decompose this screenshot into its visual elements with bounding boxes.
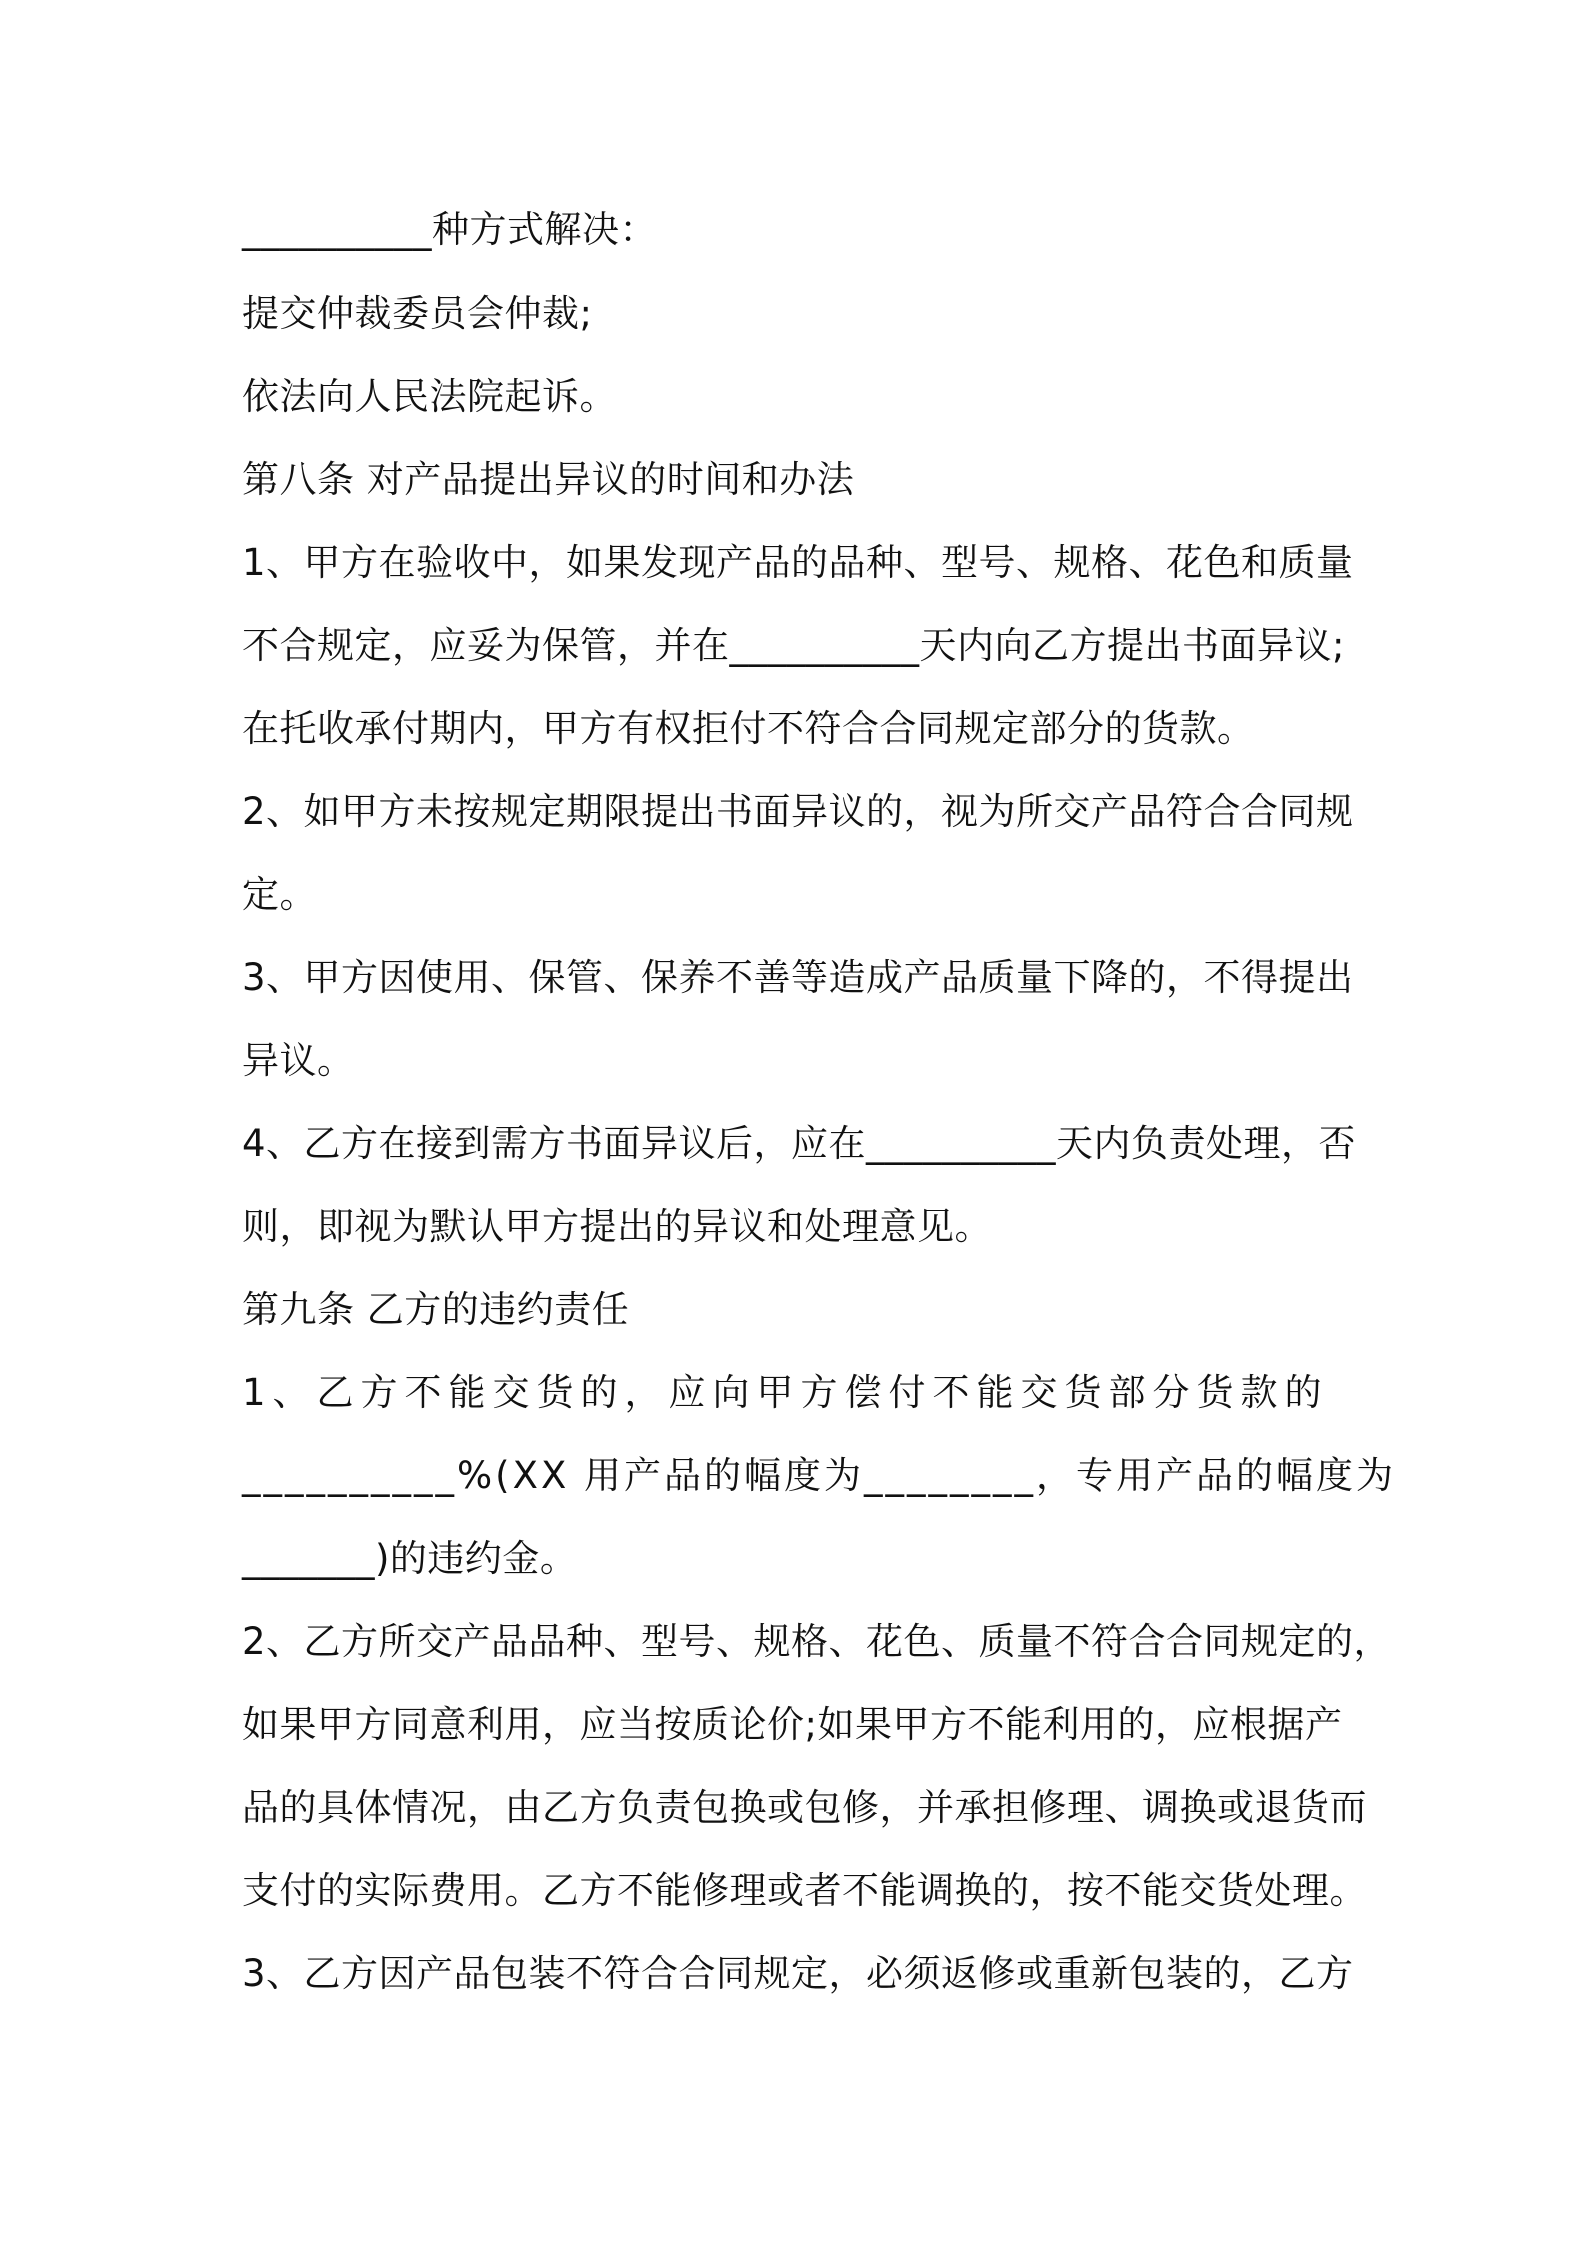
article-9-clause-3-line-1: 3、乙方因产品包装不符合合同规定，必须返修或重新包装的，乙方 [242, 1952, 1354, 1995]
article-8-clause-2-line-2: 定。 [242, 873, 317, 916]
litigation-option: 依法向人民法院起诉。 [242, 375, 617, 418]
article-8-clause-4-line-1: 4、乙方在接到需方书面异议后，应在__________天内负责处理，否 [242, 1122, 1357, 1165]
article-8-clause-3-line-2: 异议。 [242, 1039, 355, 1082]
article-9-clause-1-line-3: _______)的违约金。 [242, 1537, 578, 1580]
article-8-heading: 第八条 对产品提出异议的时间和办法 [242, 458, 855, 501]
article-9-clause-2-line-3: 品的具体情况，由乙方负责包换或包修，并承担修理、调换或退货而 [242, 1786, 1367, 1829]
article-9-clause-2-line-1: 2、乙方所交产品品种、型号、规格、花色、质量不符合合同规定的， [242, 1620, 1392, 1663]
article-9-clause-1-line-1: 1、乙方不能交货的，应向甲方偿付不能交货部分货款的 [242, 1371, 1329, 1414]
article-9-clause-2-line-2: 如果甲方同意利用，应当按质论价;如果甲方不能利用的，应根据产 [242, 1703, 1343, 1746]
article-8-clause-2-line-1: 2、如甲方未按规定期限提出书面异议的，视为所交产品符合合同规 [242, 790, 1354, 833]
arbitration-option: 提交仲裁委员会仲裁; [242, 292, 593, 335]
article-8-clause-3-line-1: 3、甲方因使用、保管、保养不善等造成产品质量下降的，不得提出 [242, 956, 1354, 999]
article-8-clause-1-line-2: 不合规定，应妥为保管，并在__________天内向乙方提出书面异议; [242, 624, 1345, 667]
article-9-clause-2-line-4: 支付的实际费用。乙方不能修理或者不能调换的，按不能交货处理。 [242, 1869, 1367, 1912]
article-9-heading: 第九条 乙方的违约责任 [242, 1288, 630, 1331]
article-8-clause-1-line-3: 在托收承付期内，甲方有权拒付不符合合同规定部分的货款。 [242, 707, 1255, 750]
article-8-clause-4-line-2: 则，即视为默认甲方提出的异议和处理意见。 [242, 1205, 992, 1248]
arbitration-method-line: __________种方式解决： [242, 208, 657, 251]
article-9-clause-1-line-2: __________%(XX 用产品的幅度为________，专用产品的幅度为 [242, 1454, 1397, 1497]
article-8-clause-1-line-1: 1、甲方在验收中，如果发现产品的品种、型号、规格、花色和质量 [242, 541, 1354, 584]
